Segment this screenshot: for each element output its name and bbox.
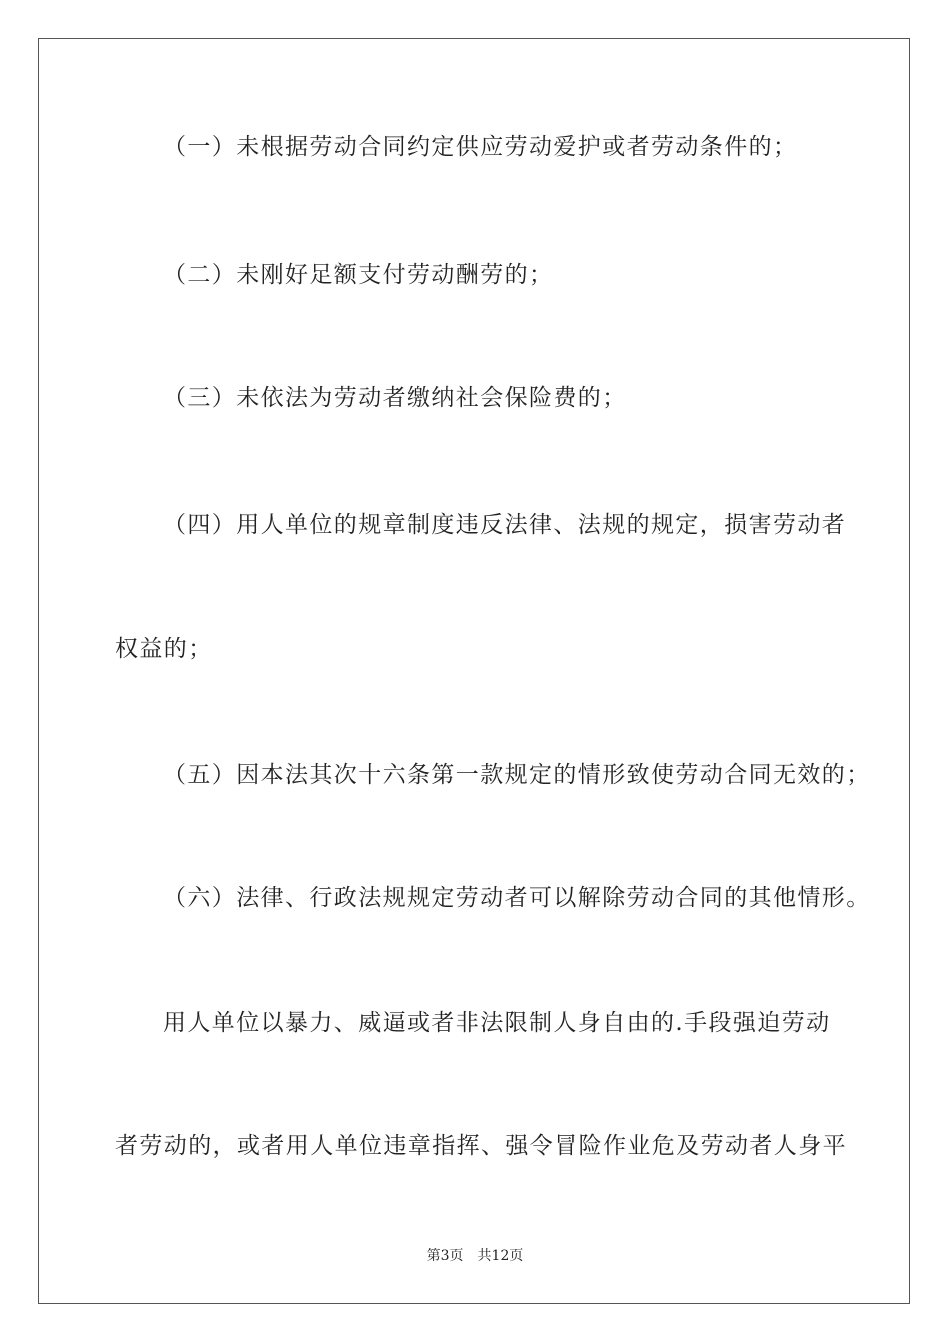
page-frame bbox=[38, 38, 910, 1304]
paragraph-line-2: 者劳动的，或者用人单位违章指挥、强令冒险作业危及劳动者人身平 bbox=[115, 1133, 847, 1159]
clause-4-continuation: 权益的； bbox=[115, 636, 213, 662]
clause-4-text: （四）用人单位的规章制度违反法律、法规的规定，损害劳动者 bbox=[163, 512, 847, 538]
clause-3-text: （三）未依法为劳动者缴纳社会保险费的； bbox=[163, 385, 627, 411]
clause-6-text: （六）法律、行政法规规定劳动者可以解除劳动合同的其他情形。 bbox=[163, 885, 871, 911]
clause-1-text: （一）未根据劳动合同约定供应劳动爱护或者劳动条件的； bbox=[163, 134, 798, 160]
page-total: 共12页 bbox=[477, 1248, 524, 1264]
paragraph-line-1: 用人单位以暴力、威逼或者非法限制人身自由的.手段强迫劳动 bbox=[163, 1010, 831, 1036]
page-footer bbox=[0, 1247, 950, 1265]
page-number: 第3页 bbox=[426, 1248, 464, 1264]
clause-5-text: （五）因本法其次十六条第一款规定的情形致使劳动合同无效的； bbox=[163, 762, 871, 788]
clause-2-text: （二）未刚好足额支付劳动酬劳的； bbox=[163, 262, 554, 288]
